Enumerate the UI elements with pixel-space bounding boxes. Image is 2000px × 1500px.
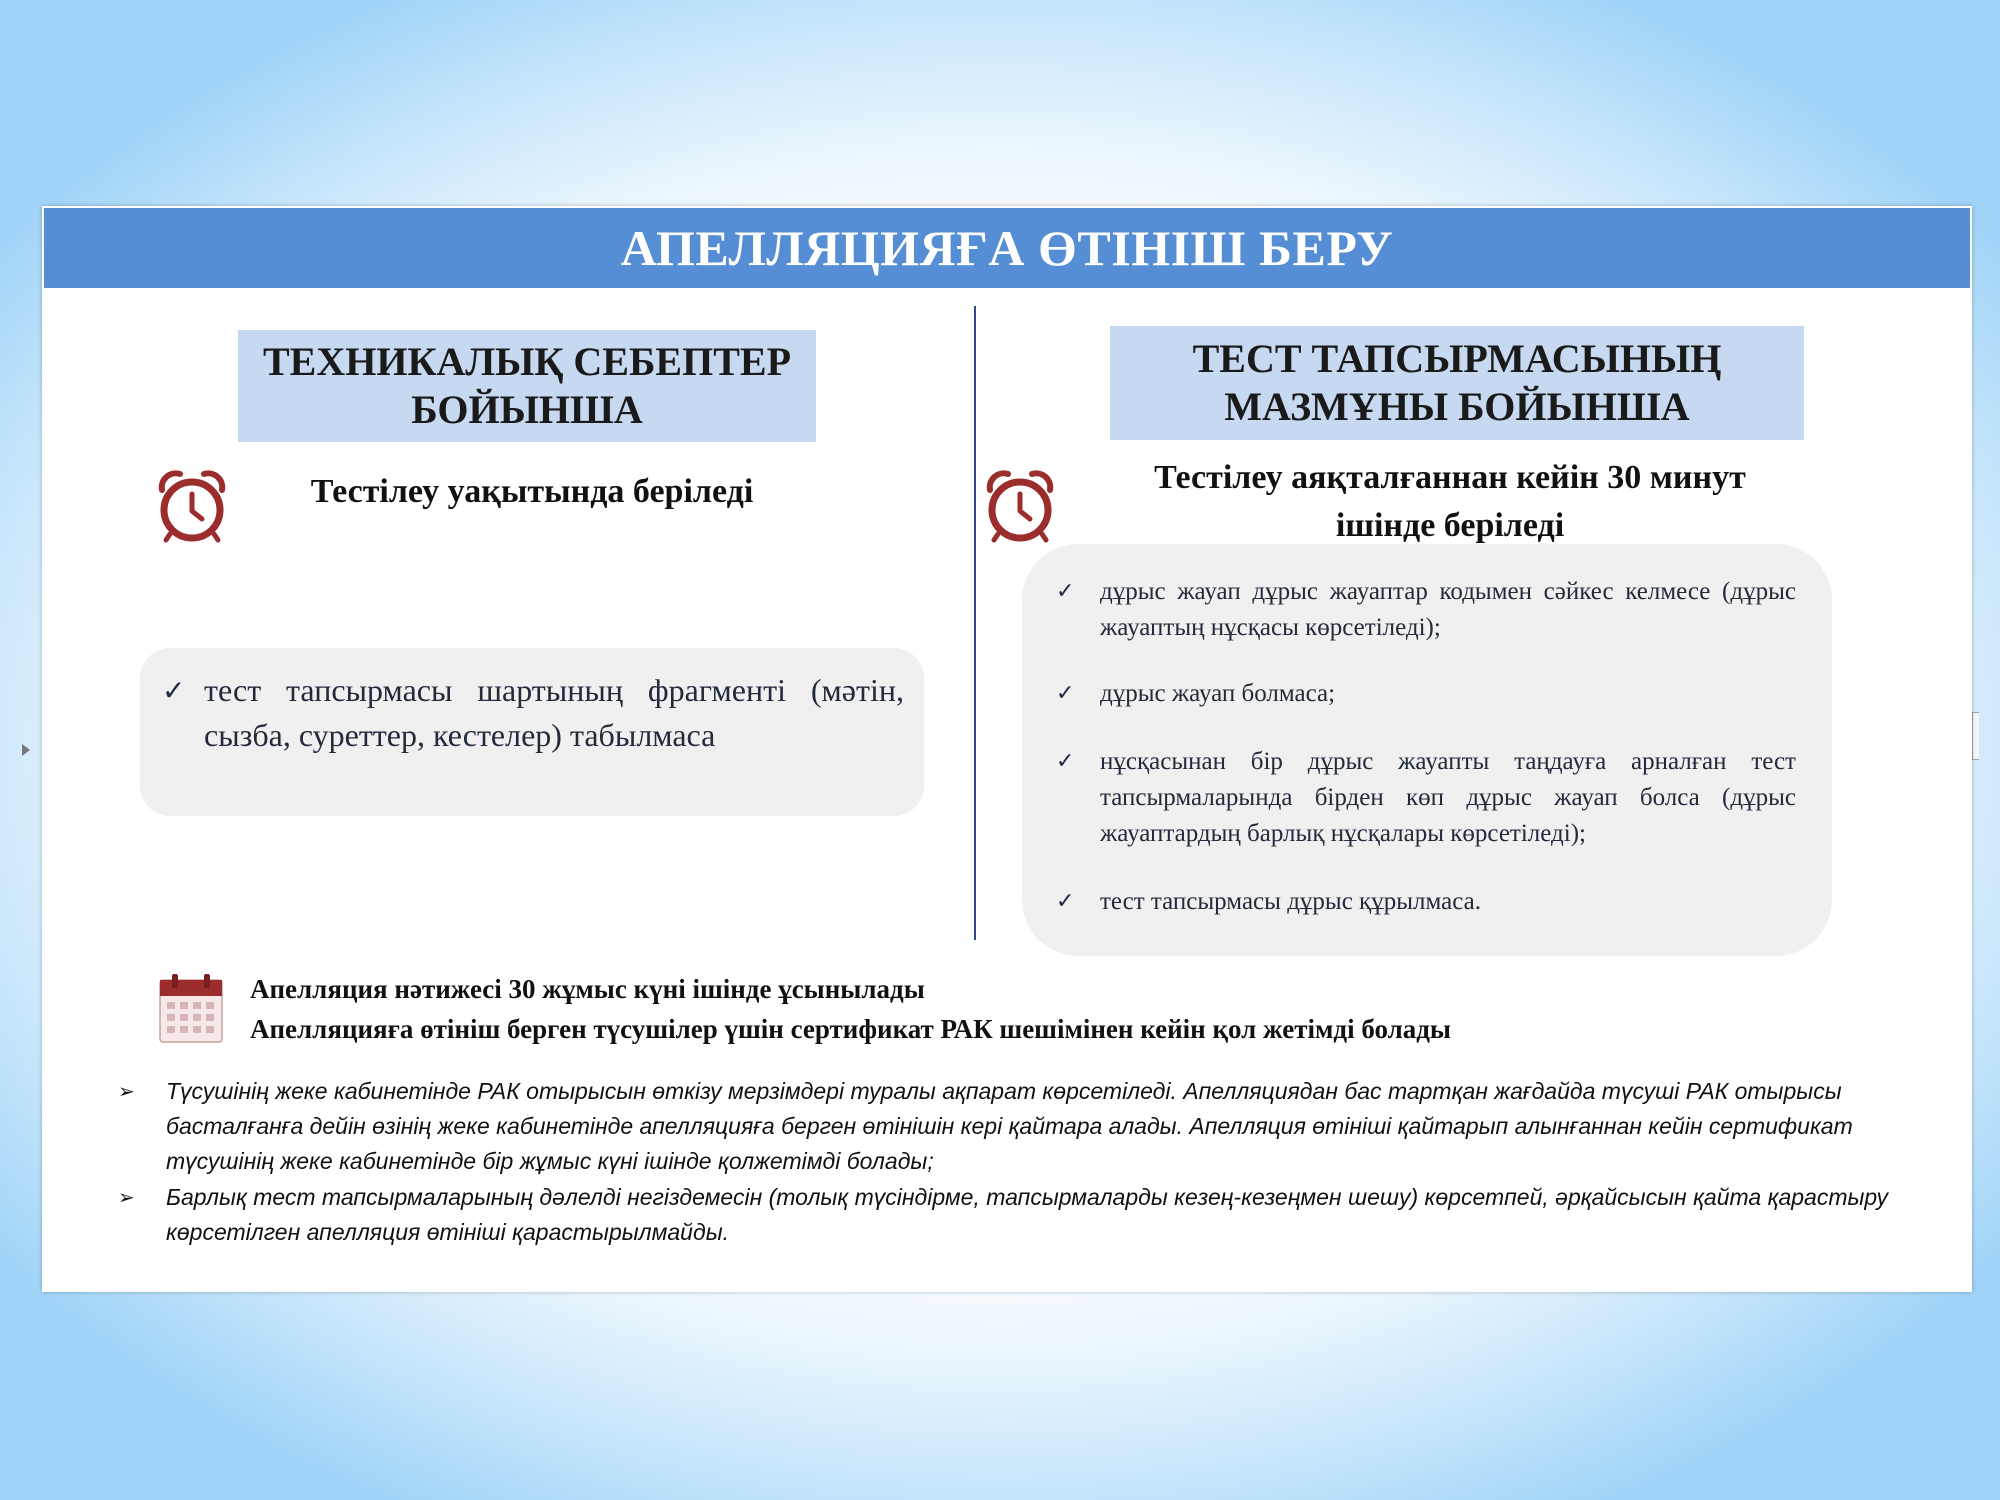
list-item <box>118 1074 1948 1179</box>
list-item-text: тест тапсырмасы шартының фрагменті (мәтін, сызба, суреттер, кестелер) табылмаса <box>204 672 904 753</box>
subtitle-after-line1: Тестілеу аяқталғаннан кейін 30 минут <box>1154 459 1746 496</box>
slide-title: АПЕЛЛЯЦИЯҒА ӨТІНІШ БЕРУ <box>44 208 1970 288</box>
calendar-icon <box>158 972 224 1044</box>
technical-reasons-card <box>140 648 924 816</box>
subtitle-after-line2: ішінде беріледі <box>1335 507 1565 544</box>
checkmark-icon: ✓ <box>162 674 186 707</box>
note-text: Барлық тест тапсырмаларының дәлелді негіздемесін (толық түсіндірме, тапсырмаларды кезең-кезеңмен шешу) көрсетпей, әрқайсысын қайта қарастыру көрсетілген апелляция өтініші қарастырылмайды. <box>166 1184 1888 1245</box>
certificate-availability-text: Апелляцияға өтініш берген түсушілер үшін сертификат РАК шешімінен кейін қол жетімді болады <box>250 1014 1451 1044</box>
slide-nav-left-marker[interactable] <box>22 744 30 756</box>
heading-technical-line2: БОЙЫНША <box>411 387 643 432</box>
heading-content-line1: ТЕСТ ТАПСЫРМАСЫНЫҢ <box>1192 336 1722 381</box>
checkmark-icon: ✓ <box>1056 749 1075 774</box>
subtitle-after-testing <box>1080 454 1820 550</box>
checkmark-icon: ✓ <box>1056 681 1075 706</box>
slide <box>42 206 1972 1292</box>
notes-list <box>118 1074 1948 1251</box>
arrow-bullet-icon: ➢ <box>118 1185 135 1209</box>
list-item-text: нұсқасынан бір дұрыс жауапты таңдауға арналған тест тапсырмаларында бірден көп дұрыс жауап болса (дұрыс жауаптардың барлық нұсқалары көрсетіледі); <box>1100 748 1796 847</box>
list-item <box>162 668 904 758</box>
heading-technical-line1: ТЕХНИКАЛЫҚ СЕБЕПТЕР <box>262 339 792 384</box>
list-item-text: дұрыс жауап болмаса; <box>1100 680 1336 707</box>
heading-task-content <box>1110 326 1804 440</box>
list-item <box>118 1180 1948 1250</box>
column-divider <box>974 306 976 940</box>
list-item <box>1056 574 1796 646</box>
slide-nav-right-marker[interactable] <box>1972 712 1979 760</box>
list-item <box>1056 676 1796 712</box>
task-content-card <box>1022 544 1832 956</box>
list-item-text: тест тапсырмасы дұрыс құрылмаса. <box>1100 888 1481 915</box>
note-text: Түсушінің жеке кабинетінде РАК отырысын өткізу мерзімдері туралы ақпарат көрсетіледі. Апелляциядан бас тартқан жағдайда түсуші РАК отырысы басталғанға дейін өзінің жеке кабинетінде апелляцияға берген өтінішін кері қайтара алады. Апелляция өтініші қайтарып алынғаннан кейін сертификат түсушінің жеке кабинетінде бір жұмыс күні ішінде қолжетімді болады; <box>166 1078 1853 1174</box>
checkmark-icon: ✓ <box>1056 579 1075 604</box>
checkmark-icon: ✓ <box>1056 889 1075 914</box>
alarm-clock-icon <box>984 468 1056 544</box>
list-item-text: дұрыс жауап дұрыс жауаптар кодымен сәйкес келмесе (дұрыс жауаптың нұсқасы көрсетіледі); <box>1100 578 1796 641</box>
subtitle-during-testing: Тестілеу уақытында беріледі <box>310 473 754 510</box>
alarm-clock-icon <box>156 468 228 544</box>
heading-content-line2: МАЗМҰНЫ БОЙЫНША <box>1224 384 1690 429</box>
arrow-bullet-icon: ➢ <box>118 1079 135 1103</box>
list-item <box>1056 744 1796 852</box>
appeal-result-text: Апелляция нәтижесі 30 жұмыс күні ішінде ұсынылады <box>250 974 925 1004</box>
heading-technical-reasons <box>238 330 816 442</box>
list-item <box>1056 884 1796 920</box>
